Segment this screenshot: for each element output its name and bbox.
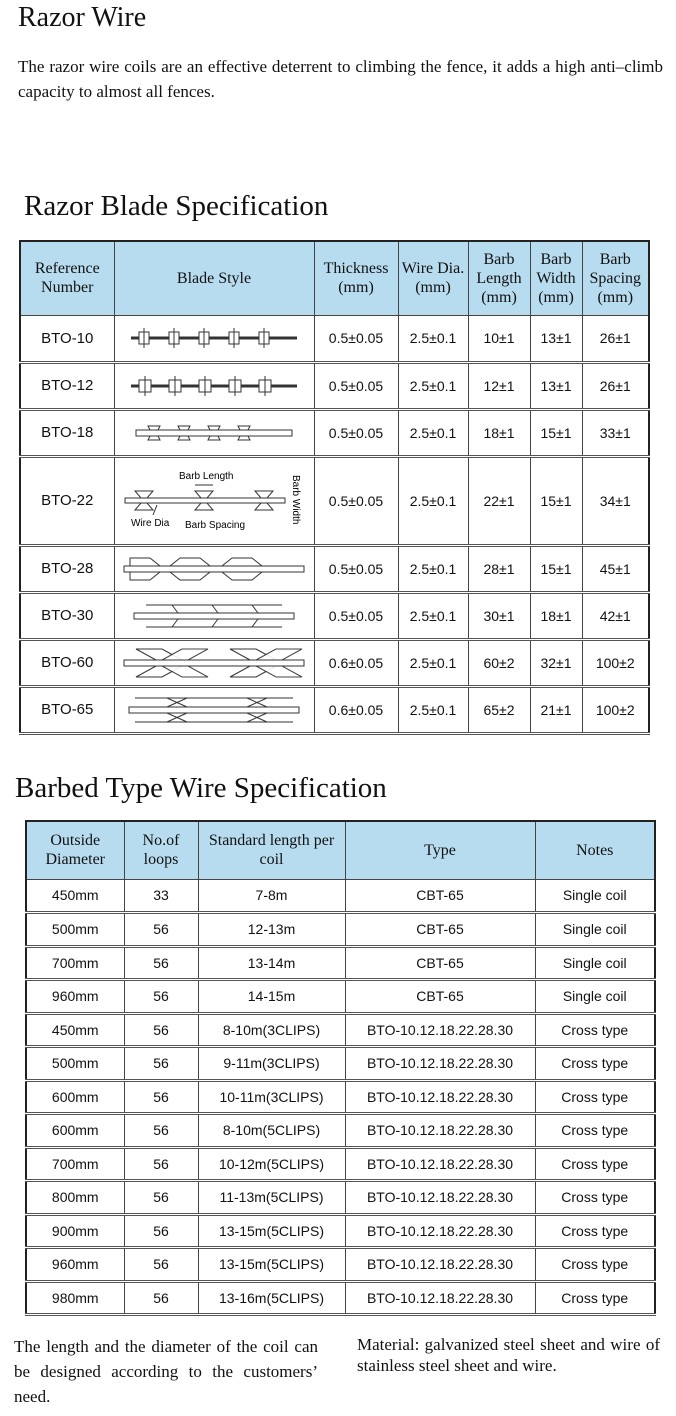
loops-cell: 56	[124, 1214, 198, 1248]
ref-cell: BTO-12	[20, 362, 114, 409]
ref-cell: BTO-28	[20, 545, 114, 592]
loops-cell: 56	[124, 946, 198, 980]
diameter-cell: 960mm	[26, 1248, 124, 1282]
diameter-cell: 800mm	[26, 1181, 124, 1215]
length-cell: 10-11m(3CLIPS)	[198, 1080, 345, 1114]
notes-cell: Cross type	[535, 1147, 655, 1181]
table-row	[20, 592, 649, 639]
type-cell: BTO-10.12.18.22.28.30	[345, 1147, 535, 1181]
col-header-blade-style: Blade Style	[114, 241, 314, 315]
type-cell: BTO-10.12.18.22.28.30	[345, 1080, 535, 1114]
length-cell: 13-14m	[198, 946, 345, 980]
thickness-cell: 0.5±0.05	[314, 315, 398, 362]
wire-dia-cell: 2.5±0.1	[398, 592, 468, 639]
ref-cell: BTO-65	[20, 686, 114, 733]
barb-length-cell: 65±2	[468, 686, 530, 733]
barb-spacing-cell: 45±1	[582, 545, 649, 592]
notes-cell: Cross type	[535, 1080, 655, 1114]
table-row	[26, 946, 655, 980]
type-cell: BTO-10.12.18.22.28.30	[345, 1013, 535, 1047]
barb-length-cell: 22±1	[468, 456, 530, 545]
barb-length-label: Barb Length	[178, 470, 233, 482]
ref-cell: BTO-10	[20, 315, 114, 362]
blade-style-cell	[114, 686, 314, 733]
wire-dia-cell: 2.5±0.1	[398, 362, 468, 409]
type-cell: CBT-65	[345, 980, 535, 1014]
barb-spacing-cell: 26±1	[582, 362, 649, 409]
length-cell: 8-10m(5CLIPS)	[198, 1114, 345, 1148]
diameter-cell: 450mm	[26, 1013, 124, 1047]
barbed-type-table	[25, 820, 656, 1316]
loops-cell: 56	[124, 980, 198, 1014]
thickness-cell: 0.5±0.05	[314, 409, 398, 456]
col-header-loops: No.of loops	[124, 821, 198, 879]
barb-length-cell: 10±1	[468, 315, 530, 362]
table-row	[26, 913, 655, 947]
wire-dia-cell: 2.5±0.1	[398, 409, 468, 456]
length-cell: 10-12m(5CLIPS)	[198, 1147, 345, 1181]
col-header-length: Standard length per coil	[198, 821, 345, 879]
col-header-thickness: Thickness (mm)	[314, 241, 398, 315]
bto-10-blade-icon	[129, 328, 299, 348]
blade-style-cell	[114, 456, 314, 545]
barb-spacing-cell: 34±1	[582, 456, 649, 545]
barb-width-cell: 32±1	[530, 639, 582, 686]
ref-cell: BTO-18	[20, 409, 114, 456]
col-header-notes: Notes	[535, 821, 655, 879]
col-header-type: Type	[345, 821, 535, 879]
col-header-reference: Reference Number	[20, 241, 114, 315]
notes-cell: Single coil	[535, 879, 655, 913]
type-cell: CBT-65	[345, 879, 535, 913]
blade-style-cell	[114, 409, 314, 456]
loops-cell: 56	[124, 1147, 198, 1181]
diameter-cell: 500mm	[26, 913, 124, 947]
thickness-cell: 0.6±0.05	[314, 639, 398, 686]
barb-length-cell: 30±1	[468, 592, 530, 639]
notes-cell: Cross type	[535, 1013, 655, 1047]
length-cell: 12-13m	[198, 913, 345, 947]
wire-dia-cell: 2.5±0.1	[398, 315, 468, 362]
diameter-cell: 450mm	[26, 879, 124, 913]
barb-length-cell: 12±1	[468, 362, 530, 409]
intro-paragraph: The razor wire coils are an effective deterrent to climbing the fence, it adds a high anti–climb capacity to almost all fences.	[18, 57, 663, 101]
ref-cell: BTO-22	[20, 456, 114, 545]
barb-width-cell: 15±1	[530, 409, 582, 456]
length-cell: 13-15m(5CLIPS)	[198, 1214, 345, 1248]
notes-cell: Cross type	[535, 1047, 655, 1081]
type-cell: CBT-65	[345, 946, 535, 980]
loops-cell: 56	[124, 1047, 198, 1081]
col-header-outside-diameter: Outside Diameter	[26, 821, 124, 879]
diameter-cell: 900mm	[26, 1214, 124, 1248]
wire-dia-cell: 2.5±0.1	[398, 639, 468, 686]
loops-cell: 56	[124, 1013, 198, 1047]
thickness-cell: 0.5±0.05	[314, 456, 398, 545]
table-row	[26, 1147, 655, 1181]
col-header-barb-spacing: Barb Spacing (mm)	[582, 241, 649, 315]
notes-cell: Single coil	[535, 980, 655, 1014]
blade-style-cell	[114, 592, 314, 639]
type-cell: BTO-10.12.18.22.28.30	[345, 1181, 535, 1215]
barb-width-label: Barb Width	[289, 474, 301, 524]
blade-style-cell	[114, 639, 314, 686]
notes-cell: Single coil	[535, 913, 655, 947]
table-row	[26, 1248, 655, 1282]
table-row	[26, 1013, 655, 1047]
table-row	[20, 639, 649, 686]
col-header-wire-dia: Wire Dia. (mm)	[398, 241, 468, 315]
wire-dia-cell: 2.5±0.1	[398, 456, 468, 545]
table-row	[20, 545, 649, 592]
diameter-cell: 600mm	[26, 1114, 124, 1148]
bto-18-blade-icon	[134, 422, 294, 444]
loops-cell: 56	[124, 1080, 198, 1114]
col-header-barb-width: Barb Width (mm)	[530, 241, 582, 315]
loops-cell: 56	[124, 913, 198, 947]
blade-style-cell	[114, 315, 314, 362]
page-title: Razor Wire	[18, 2, 147, 33]
ref-cell: BTO-30	[20, 592, 114, 639]
table-row	[20, 686, 649, 733]
blade-style-cell	[114, 545, 314, 592]
diameter-cell: 500mm	[26, 1047, 124, 1081]
wire-dia-cell: 2.5±0.1	[398, 545, 468, 592]
table-row	[26, 1214, 655, 1248]
ref-cell: BTO-60	[20, 639, 114, 686]
barb-spacing-cell: 100±2	[582, 686, 649, 733]
table-header-row	[20, 241, 649, 315]
notes-cell: Cross type	[535, 1214, 655, 1248]
table-row	[20, 409, 649, 456]
wire-dia-label: Wire Dia	[130, 517, 169, 529]
loops-cell: 56	[124, 1181, 198, 1215]
loops-cell: 56	[124, 1281, 198, 1315]
length-cell: 7-8m	[198, 879, 345, 913]
table-row	[20, 456, 649, 545]
blade-style-cell	[114, 362, 314, 409]
diameter-cell: 960mm	[26, 980, 124, 1014]
diameter-cell: 700mm	[26, 1147, 124, 1181]
thickness-cell: 0.5±0.05	[314, 545, 398, 592]
length-cell: 9-11m(3CLIPS)	[198, 1047, 345, 1081]
table-row	[26, 879, 655, 913]
thickness-cell: 0.6±0.05	[314, 686, 398, 733]
type-cell: BTO-10.12.18.22.28.30	[345, 1281, 535, 1315]
bto-65-blade-icon	[127, 694, 301, 726]
table-row	[20, 362, 649, 409]
barbed-type-heading: Barbed Type Wire Specification	[15, 772, 387, 804]
notes-cell: Cross type	[535, 1181, 655, 1215]
bto-22-blade-diagram	[117, 465, 313, 537]
table-row	[20, 315, 649, 362]
footer-note-material: Material: galvanized steel sheet and wire of stainless steel sheet and wire.	[357, 1335, 660, 1375]
razor-blade-heading: Razor Blade Specification	[24, 190, 329, 222]
barb-width-cell: 18±1	[530, 592, 582, 639]
barb-width-cell: 15±1	[530, 545, 582, 592]
footer-note-length: The length and the diameter of the coil can be designed according to the customers’ need.	[14, 1337, 318, 1406]
thickness-cell: 0.5±0.05	[314, 592, 398, 639]
table-header-row	[26, 821, 655, 879]
thickness-cell: 0.5±0.05	[314, 362, 398, 409]
loops-cell: 33	[124, 879, 198, 913]
barb-width-cell: 21±1	[530, 686, 582, 733]
table-row	[26, 1047, 655, 1081]
length-cell: 8-10m(3CLIPS)	[198, 1013, 345, 1047]
col-header-barb-length: Barb Length (mm)	[468, 241, 530, 315]
loops-cell: 56	[124, 1114, 198, 1148]
table-row	[26, 1181, 655, 1215]
type-cell: BTO-10.12.18.22.28.30	[345, 1047, 535, 1081]
table-row	[26, 1114, 655, 1148]
notes-cell: Single coil	[535, 946, 655, 980]
table-row	[26, 980, 655, 1014]
barb-length-cell: 60±2	[468, 639, 530, 686]
barb-spacing-label: Barb Spacing	[184, 519, 245, 531]
length-cell: 13-16m(5CLIPS)	[198, 1281, 345, 1315]
notes-cell: Cross type	[535, 1281, 655, 1315]
barb-spacing-cell: 26±1	[582, 315, 649, 362]
barb-spacing-cell: 42±1	[582, 592, 649, 639]
bto-30-blade-icon	[132, 601, 296, 631]
barb-spacing-cell: 100±2	[582, 639, 649, 686]
barb-spacing-cell: 33±1	[582, 409, 649, 456]
barb-length-cell: 18±1	[468, 409, 530, 456]
diameter-cell: 980mm	[26, 1281, 124, 1315]
barb-length-cell: 28±1	[468, 545, 530, 592]
bto-28-blade-icon	[122, 556, 306, 582]
notes-cell: Cross type	[535, 1248, 655, 1282]
bto-12-blade-icon	[129, 376, 299, 396]
barb-width-cell: 15±1	[530, 456, 582, 545]
table-row	[26, 1281, 655, 1315]
barb-width-cell: 13±1	[530, 315, 582, 362]
length-cell: 14-15m	[198, 980, 345, 1014]
bto-60-blade-icon	[122, 645, 306, 681]
length-cell: 11-13m(5CLIPS)	[198, 1181, 345, 1215]
diameter-cell: 700mm	[26, 946, 124, 980]
loops-cell: 56	[124, 1248, 198, 1282]
barb-width-cell: 13±1	[530, 362, 582, 409]
razor-blade-table	[19, 240, 650, 735]
type-cell: BTO-10.12.18.22.28.30	[345, 1114, 535, 1148]
type-cell: BTO-10.12.18.22.28.30	[345, 1214, 535, 1248]
wire-dia-cell: 2.5±0.1	[398, 686, 468, 733]
type-cell: CBT-65	[345, 913, 535, 947]
notes-cell: Cross type	[535, 1114, 655, 1148]
type-cell: BTO-10.12.18.22.28.30	[345, 1248, 535, 1282]
length-cell: 13-15m(5CLIPS)	[198, 1248, 345, 1282]
diameter-cell: 600mm	[26, 1080, 124, 1114]
table-row	[26, 1080, 655, 1114]
